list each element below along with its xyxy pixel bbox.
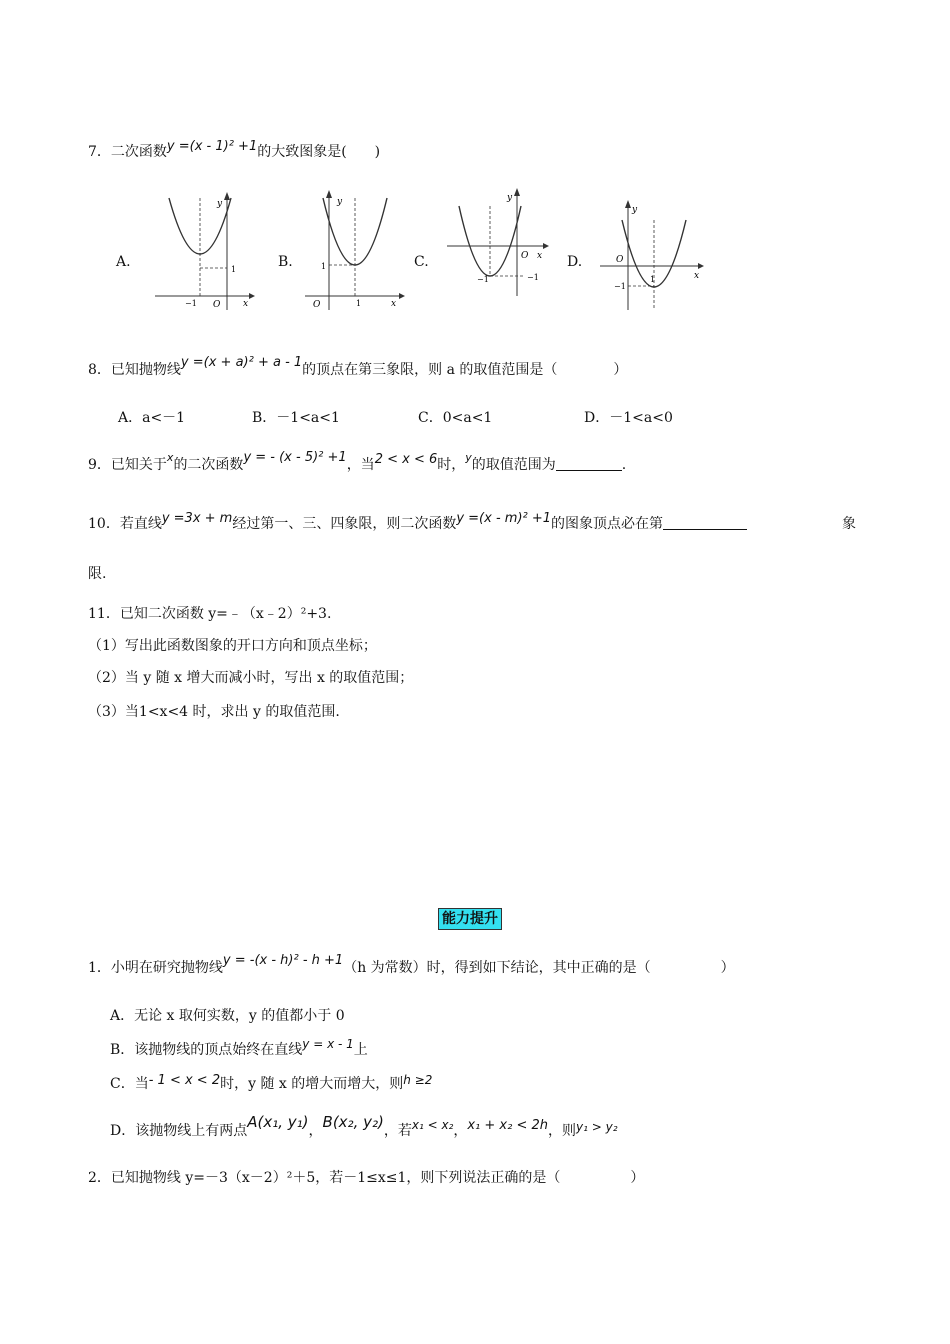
a1-option-b-pre: B．该抛物线的顶点始终在直线 — [110, 1042, 303, 1058]
a1-option-c-formula: - 1 < x < 2 — [148, 1073, 221, 1088]
a1-option-d-cond3: y₁ > y₂ — [576, 1120, 618, 1134]
q9-t2: 的二次函数 — [173, 457, 244, 473]
a1-option-d-if: ，若 — [383, 1123, 412, 1139]
graph-b-y-label: y — [337, 197, 343, 207]
q7-option-b-label: B. — [278, 254, 293, 270]
a1-formula: y = -(x - h)² - h +1 — [222, 953, 344, 968]
q8-line — [88, 355, 628, 381]
q7-option-d-label: D. — [567, 254, 583, 270]
a1-option-a: A．无论 x 取何实数，y 的值都小于 0 — [110, 1008, 345, 1024]
q10-answer-blank[interactable] — [663, 515, 747, 530]
q8-option-c: C．0<a<1 — [418, 410, 493, 426]
q9-formula: y = - (x - 5)² +1 — [243, 450, 347, 465]
a1-option-d-pre: D．该抛物线上有两点 — [110, 1123, 248, 1139]
q7-formula: y =(x - 1)² +1 — [166, 139, 258, 154]
q7-option-c-label: C. — [414, 254, 429, 270]
q10-t2: 经过第一、三、四象限，则二次函数 — [232, 516, 457, 532]
section-title: 能力提升 — [438, 908, 502, 930]
parabola-graph-b-icon — [305, 190, 405, 310]
graph-c-neg-one: −1 — [477, 275, 489, 284]
q9-t3: ，当 — [346, 457, 375, 473]
graph-a-one: 1 — [231, 265, 237, 274]
a1-option-d-point-b: B(x₂, y₂) — [322, 1113, 384, 1131]
q10-t4: 象 — [842, 516, 856, 532]
graph-d-origin: O — [616, 255, 624, 265]
graph-c-x-label: x — [537, 251, 543, 261]
q9-end: . — [621, 457, 627, 473]
graph-c-origin: O — [521, 251, 529, 261]
graph-d-one: 1 — [650, 275, 656, 284]
a1-number: 1． — [88, 960, 111, 976]
q9-number: 9． — [88, 457, 111, 473]
q10-line-formula: y =3x + m — [161, 511, 233, 526]
a1-option-d-cond2: x₁ + x₂ < 2h — [467, 1118, 548, 1133]
graph-c-neg-one-y: −1 — [527, 273, 539, 282]
graph-a-origin: O — [213, 300, 221, 310]
q9-t4: 时， — [437, 457, 466, 473]
a1-option-c-formula2: h ≥2 — [403, 1073, 433, 1087]
q10-t1: 若直线 — [119, 516, 162, 532]
graph-b-one: 1 — [321, 262, 327, 271]
a1-option-d-then: ，则 — [548, 1123, 576, 1139]
q9-line — [88, 450, 627, 476]
a1-pre: 小明在研究抛物线 — [110, 960, 223, 976]
a1-option-d-cond1: x₁ < x₂ — [411, 1118, 454, 1132]
graph-b-origin: O — [313, 300, 321, 310]
q9-t5: 的取值范围为 — [471, 457, 556, 473]
q9-var-x: x — [166, 451, 174, 464]
parabola-graph-d-icon — [600, 196, 710, 311]
q11-part-2: （2）当 y 随 x 增大而减小时，写出 x 的取值范围； — [88, 670, 414, 686]
graph-a-y-label: y — [217, 199, 223, 209]
q9-range: 2 < x < 6 — [374, 452, 438, 467]
a1-option-d: D．该抛物线上有两点A(x₁, y₁)，B(x₂, y₂)，若x₁ < x₂，x₁ + x₂ < 2h，则y₁ > y₂ — [110, 1113, 618, 1139]
graph-a-neg-one: −1 — [185, 299, 197, 308]
graph-a-x-label: x — [243, 299, 249, 309]
a1-option-b-formula: y = x - 1 — [302, 1037, 354, 1051]
a1-line — [88, 953, 735, 979]
a1-post: （h 为常数）时，得到如下结论，其中正确的是（ ） — [343, 960, 735, 976]
graph-d-y-label: y — [632, 205, 638, 215]
q8-post: 的顶点在第三象限，则 a 的取值范围是（ ） — [302, 362, 628, 378]
a1-option-d-point-a: A(x₁, y₁) — [247, 1113, 309, 1131]
q8-number: 8． — [88, 362, 111, 378]
q11-title: 11．已知二次函数 y=﹣（x﹣2）²+3. — [88, 606, 332, 622]
a2-line: 2．已知抛物线 y=－3（x－2）²＋5，若－1≤x≤1，则下列说法正确的是（ ） — [88, 1170, 645, 1186]
graph-b-one-x: 1 — [356, 299, 362, 308]
q10-line — [88, 511, 747, 535]
q8-pre: 已知抛物线 — [110, 362, 181, 378]
q7-post: 的大致图象是( ) — [257, 144, 381, 160]
a1-option-c-pre: C．当 — [110, 1076, 149, 1092]
q9-var-y: y — [465, 451, 472, 464]
a1-option-b — [110, 1037, 368, 1060]
graph-d-x-label: x — [694, 271, 700, 281]
parabola-graph-a-icon — [155, 192, 255, 312]
q10-formula: y =(x - m)² +1 — [456, 511, 552, 526]
q11-part-3: （3）当1<x<4 时，求出 y 的取值范围. — [88, 704, 340, 720]
q10-t5: 限. — [88, 566, 107, 582]
q8-formula: y =(x + a)² + a - 1 — [180, 355, 303, 370]
q9-t1: 已知关于 — [110, 457, 167, 473]
q8-option-b: B．－1<a<1 — [252, 410, 340, 426]
q7-number: 7． — [88, 144, 111, 160]
a1-option-b-post: 上 — [353, 1042, 368, 1058]
q7-option-a-label: A. — [116, 254, 131, 270]
parabola-graph-c-icon — [445, 186, 555, 296]
q9-answer-blank[interactable] — [556, 456, 622, 471]
q10-t3: 的图象顶点必在第 — [551, 516, 664, 532]
a1-option-c-mid: 时，y 随 x 的增大而增大，则 — [220, 1076, 404, 1092]
q11-part-1: （1）写出此函数图象的开口方向和顶点坐标； — [88, 638, 377, 654]
q10-number: 10． — [88, 516, 120, 532]
graph-c-y-label: y — [507, 193, 513, 203]
q7-line — [88, 139, 381, 163]
q8-option-a: A．a<－1 — [118, 410, 186, 426]
graph-d-neg-one: −1 — [614, 282, 626, 291]
q7-pre: 二次函数 — [110, 144, 167, 160]
graph-b-x-label: x — [391, 299, 397, 309]
a1-option-c — [110, 1074, 432, 1095]
q8-option-d: D．－1<a<0 — [584, 410, 673, 426]
